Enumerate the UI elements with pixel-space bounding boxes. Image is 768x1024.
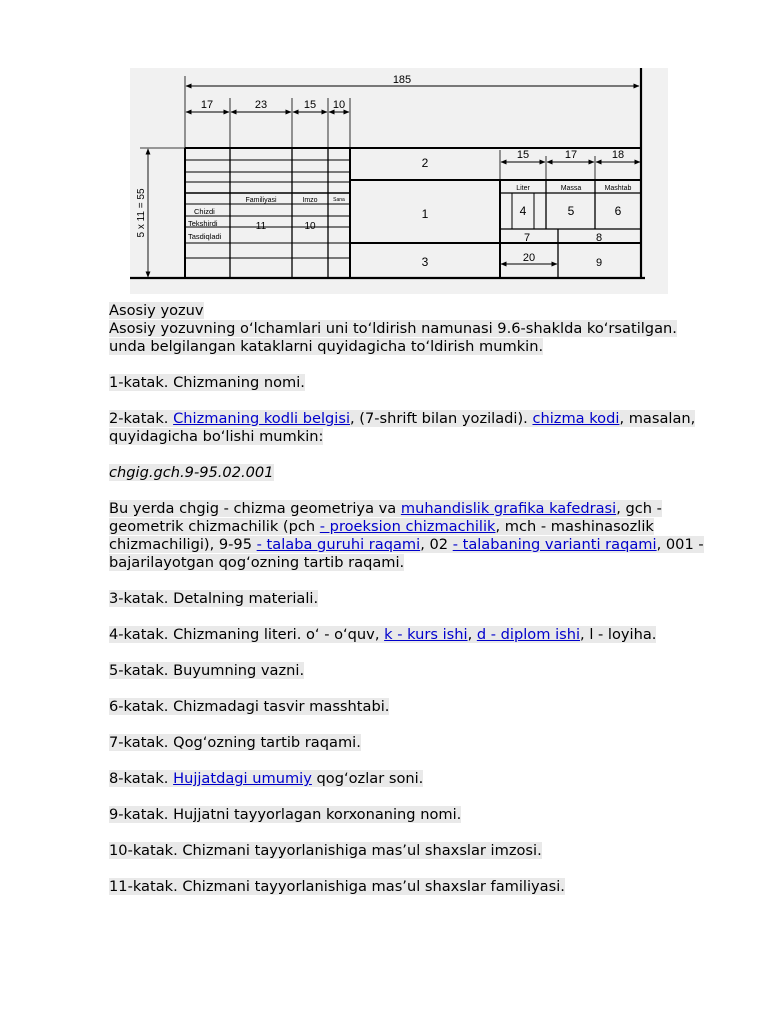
katak-11-text: 11-katak. Chizmani tayyorlanishiga mas’ul shaxslar familiyasi. bbox=[109, 878, 565, 895]
katak-7-text: 7-katak. Qog‘ozning tartib raqami. bbox=[109, 734, 361, 751]
cell-11-label: 11 bbox=[255, 221, 267, 232]
link-talabaning-varianti-raqami[interactable]: - talabaning varianti raqami bbox=[452, 536, 657, 553]
dim-17-label: 17 bbox=[200, 99, 214, 111]
row-tasdiqladi: Tasdiqladi bbox=[188, 232, 222, 241]
link-diplom-ishi[interactable]: d - diplom ishi bbox=[476, 626, 581, 643]
link-talaba-guruhi-raqami[interactable]: - talaba guruhi raqami bbox=[256, 536, 421, 553]
katak-9-text: 9-katak. Hujjatni tayyorlagan korxonaning nomi. bbox=[109, 806, 462, 823]
katak-5 bbox=[109, 662, 709, 680]
title-block-drawing bbox=[130, 68, 668, 294]
cell-7-label: 7 bbox=[523, 232, 531, 244]
cell-6-label: 6 bbox=[614, 204, 622, 218]
katak-8-text-a: 8-katak. bbox=[109, 770, 174, 787]
dim-vertical-label: 5 x 11 = 55 bbox=[136, 188, 147, 238]
katak-2-text-a: 2-katak. bbox=[109, 410, 174, 427]
katak-8 bbox=[109, 770, 709, 788]
katak-7 bbox=[109, 734, 709, 752]
title-text: Asosiy yozuv bbox=[109, 302, 204, 319]
katak-2-text-c: , masalan, quyidagicha bo‘lishi mumkin: bbox=[109, 410, 696, 445]
link-hujjatdagi-umumiy[interactable]: Hujjatdagi umumiy bbox=[173, 770, 312, 787]
explanation-text-c: , mch - mashinasozlik chizmachiligi), 9-95 bbox=[109, 518, 654, 553]
katak-4-text-b: , bbox=[467, 626, 477, 643]
dim-r17-label: 17 bbox=[564, 149, 578, 161]
intro-text: Asosiy yozuvning o‘lchamlari uni to‘ldirish namunasi 9.6-shaklda ko‘rsatilgan. unda belgilangan kataklarni quyidagicha to‘ldirish mumkin. bbox=[109, 320, 677, 355]
katak-4-text-c: , l - loyiha. bbox=[580, 626, 657, 643]
katak-11 bbox=[109, 878, 709, 896]
cell-5-label: 5 bbox=[567, 204, 575, 218]
explanation-text-a: Bu yerda chgig - chizma geometriya va bbox=[109, 500, 401, 517]
link-muhandislik-grafika-kafedrasi[interactable]: muhandislik grafika kafedrasi bbox=[400, 500, 617, 517]
dim-23-label: 23 bbox=[254, 99, 268, 111]
dim-r18-label: 18 bbox=[611, 149, 625, 161]
dim-r15-label: 15 bbox=[516, 149, 530, 161]
cell-8-label: 8 bbox=[595, 232, 603, 244]
link-proeksion-chizmachilik[interactable]: - proeksion chizmachilik bbox=[319, 518, 496, 535]
cell-4-label: 4 bbox=[519, 204, 527, 218]
explanation-text-e: , 001 - bajarilayotgan qog‘ozning tartib raqami. bbox=[109, 536, 704, 571]
katak-6-text: 6-katak. Chizmadagi tasvir masshtabi. bbox=[109, 698, 390, 715]
header-imzo: Imzo bbox=[302, 197, 318, 204]
katak-5-text: 5-katak. Buyumning vazni. bbox=[109, 662, 305, 679]
link-chizma-kodi[interactable]: chizma kodi bbox=[532, 410, 620, 427]
code-example bbox=[109, 464, 709, 482]
katak-1 bbox=[109, 374, 709, 392]
katak-3 bbox=[109, 590, 709, 608]
katak-4-text-a: 4-katak. Chizmaning literi. o‘ - o‘quv, bbox=[109, 626, 385, 643]
row-chizdi: Chizdi bbox=[194, 207, 215, 216]
row-tekshirdi: Tekshirdi bbox=[188, 219, 218, 228]
katak-9 bbox=[109, 806, 709, 824]
dim-r20-label: 20 bbox=[522, 252, 536, 264]
header-massa: Massa bbox=[560, 185, 582, 192]
katak-1-text: 1-katak. Chizmaning nomi. bbox=[109, 374, 305, 391]
katak-6 bbox=[109, 698, 709, 716]
katak-8-text-b: qog‘ozlar soni. bbox=[311, 770, 424, 787]
katak-2 bbox=[109, 410, 709, 446]
cell-10-label: 10 bbox=[304, 221, 316, 232]
cell-9-label: 9 bbox=[595, 257, 603, 269]
link-kurs-ishi[interactable]: k - kurs ishi bbox=[384, 626, 468, 643]
explanation-text-d: , 02 bbox=[420, 536, 453, 553]
header-mashtab: Mashtab bbox=[604, 185, 632, 192]
title-block-figure bbox=[130, 68, 668, 294]
explanation-paragraph bbox=[109, 500, 709, 572]
cell-3-label: 3 bbox=[421, 255, 429, 269]
header-familiyasi: Familiyasi bbox=[245, 197, 277, 204]
explanation-text-b: , gch - geometrik chizmachilik (pch bbox=[109, 500, 662, 535]
katak-4 bbox=[109, 626, 709, 644]
section-title bbox=[109, 302, 709, 320]
katak-10-text: 10-katak. Chizmani tayyorlanishiga mas’ul shaxslar imzosi. bbox=[109, 842, 542, 859]
katak-10 bbox=[109, 842, 709, 860]
link-chizmaning-kodli-belgisi[interactable]: Chizmaning kodli belgisi bbox=[173, 410, 351, 427]
dim-185-label: 185 bbox=[392, 74, 412, 86]
cell-2-label: 2 bbox=[421, 156, 429, 170]
cell-1-label: 1 bbox=[421, 207, 429, 221]
katak-2-text-b: , (7-shrift bilan yoziladi). bbox=[350, 410, 533, 427]
code-text: chgig.gch.9-95.02.001 bbox=[109, 464, 274, 481]
document-text bbox=[109, 302, 709, 914]
katak-3-text: 3-katak. Detalning materiali. bbox=[109, 590, 319, 607]
dim-10-label: 10 bbox=[332, 99, 346, 111]
header-sana: Sana bbox=[333, 197, 345, 203]
header-liter: Liter bbox=[516, 185, 530, 192]
intro-paragraph bbox=[109, 320, 709, 356]
dim-15-label: 15 bbox=[303, 99, 317, 111]
